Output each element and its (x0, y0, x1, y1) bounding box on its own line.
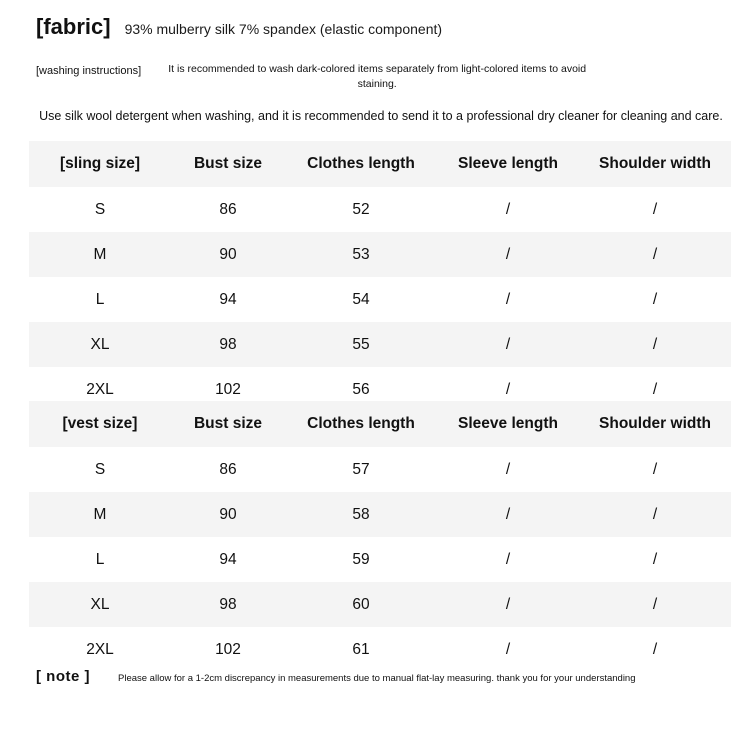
cell-bust: 86 (219, 460, 237, 478)
sling-size-header: [sling size] (29, 141, 171, 187)
table-row (29, 322, 731, 367)
note-text: Please allow for a 1-2cm discrepancy in measurements due to manual flat-lay measuring. thank you for your understanding (118, 673, 636, 684)
cell-sleeve: / (437, 492, 579, 537)
clothes-length-header: Clothes length (285, 141, 437, 187)
cell-sleeve: / (505, 550, 511, 568)
shoulder-width-header: Shoulder width (579, 141, 731, 187)
cell-shoulder: / (652, 550, 658, 568)
cell-sleeve: / (437, 232, 579, 277)
cell-shoulder: / (579, 322, 731, 367)
note-label: [ note ] (36, 668, 90, 685)
table-row (29, 447, 731, 492)
cell-size: S (94, 200, 106, 218)
bust-size-header: Bust size (171, 401, 285, 447)
cell-sleeve: / (505, 380, 511, 398)
cell-length: 61 (352, 640, 370, 658)
table-row (29, 537, 731, 582)
cell-shoulder: / (579, 492, 731, 537)
bust-size-header: Bust size (171, 141, 285, 187)
cell-bust: 102 (215, 640, 241, 658)
table-header-row (29, 401, 731, 447)
cell-bust: 90 (171, 232, 285, 277)
vest-size-table (29, 401, 731, 672)
cell-shoulder: / (579, 232, 731, 277)
note-section (36, 668, 636, 685)
cell-bust: 86 (219, 200, 237, 218)
cell-sleeve: / (505, 290, 511, 308)
table-row (29, 187, 731, 232)
table-row (29, 232, 731, 277)
fabric-label: [fabric] (36, 14, 111, 39)
cell-length: 53 (285, 232, 437, 277)
vest-size-header: [vest size] (29, 401, 171, 447)
table-row (29, 492, 731, 537)
cell-shoulder: / (652, 290, 658, 308)
cell-size: 2XL (86, 640, 114, 658)
cell-bust: 102 (215, 380, 241, 398)
cell-shoulder: / (652, 380, 658, 398)
sleeve-length-header: Sleeve length (437, 401, 579, 447)
cell-size: S (94, 460, 106, 478)
cell-shoulder: / (652, 460, 658, 478)
cell-length: 60 (285, 582, 437, 627)
washing-instructions-section (36, 62, 726, 92)
washing-instructions-label: [washing instructions] (36, 65, 142, 77)
cell-bust: 90 (171, 492, 285, 537)
cell-size: L (95, 550, 105, 568)
table-row (29, 627, 731, 672)
cell-shoulder: / (579, 582, 731, 627)
cell-shoulder: / (652, 640, 658, 658)
cell-size: L (95, 290, 105, 308)
table-row (29, 277, 731, 322)
cell-sleeve: / (505, 460, 511, 478)
sleeve-length-header: Sleeve length (437, 141, 579, 187)
cell-length: 55 (285, 322, 437, 367)
cell-bust: 94 (219, 290, 237, 308)
cell-bust: 98 (171, 322, 285, 367)
cell-length: 56 (352, 380, 370, 398)
clothes-length-header: Clothes length (285, 401, 437, 447)
fabric-value: 93% mulberry silk 7% spandex (elastic component) (124, 21, 443, 37)
cell-size: XL (29, 322, 171, 367)
shoulder-width-header: Shoulder width (579, 401, 731, 447)
washing-instructions-line2: Use silk wool detergent when washing, and it is recommended to send it to a professional dry cleaner for cleaning and care. (39, 109, 723, 123)
cell-shoulder: / (652, 200, 658, 218)
cell-length: 58 (285, 492, 437, 537)
cell-length: 52 (352, 200, 370, 218)
cell-length: 54 (352, 290, 370, 308)
cell-sleeve: / (505, 200, 511, 218)
cell-bust: 98 (171, 582, 285, 627)
sling-size-table (29, 141, 731, 412)
cell-length: 59 (352, 550, 370, 568)
cell-size: XL (29, 582, 171, 627)
cell-length: 57 (352, 460, 370, 478)
cell-bust: 94 (219, 550, 237, 568)
fabric-section (36, 14, 442, 40)
cell-sleeve: / (437, 322, 579, 367)
table-row (29, 582, 731, 627)
cell-size: M (29, 492, 171, 537)
cell-sleeve: / (437, 582, 579, 627)
table-header-row (29, 141, 731, 187)
washing-instructions-line1: It is recommended to wash dark-colored items separately from light-colored items to avoid staining. (168, 63, 587, 91)
cell-size: M (29, 232, 171, 277)
cell-size: 2XL (86, 380, 114, 398)
cell-sleeve: / (505, 640, 511, 658)
